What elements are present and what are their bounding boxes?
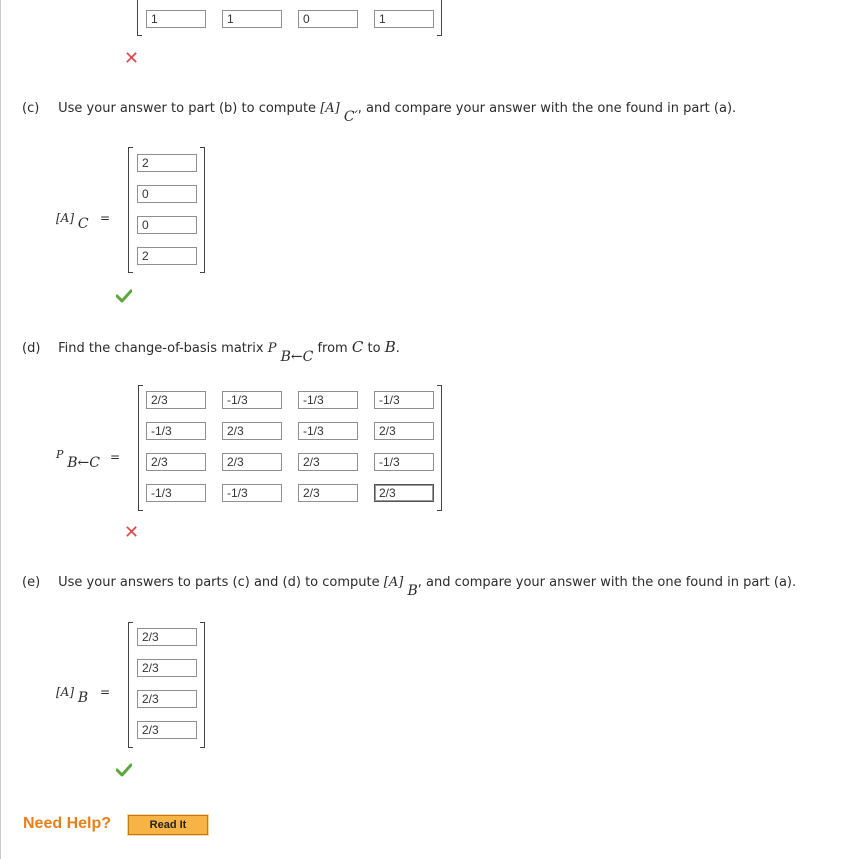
top-matrix-cell[interactable]: 1 [146, 10, 206, 28]
part-c-math-sub: C′ [343, 109, 358, 125]
part-d-cell[interactable]: 2/3 [222, 422, 282, 440]
part-d-question [22, 338, 400, 365]
correct-check-icon [116, 763, 132, 777]
part-d-cell[interactable]: -1/3 [374, 453, 434, 471]
part-d-cell[interactable]: -1/3 [298, 422, 358, 440]
part-d-cell[interactable]: 2/3 [222, 453, 282, 471]
part-e-text: Use your answers to parts (c) and (d) to compute [58, 575, 380, 590]
part-c-matrix-label [56, 210, 89, 232]
part-d-cell[interactable]: 2/3 [374, 422, 434, 440]
part-c-cell[interactable]: 0 [137, 185, 197, 203]
part-c-math-A: [A] [320, 101, 340, 116]
part-d-math-P: P [267, 341, 277, 356]
part-c-cell[interactable]: 2 [137, 247, 197, 265]
part-d-right-bracket [437, 385, 442, 511]
part-e-label: (e) [22, 575, 41, 590]
part-e-right-bracket [200, 622, 205, 748]
part-c-matrix-label-sub: C [77, 216, 89, 232]
part-c-question [22, 100, 737, 125]
top-matrix-cell[interactable]: 1 [374, 10, 434, 28]
part-d-cell[interactable]: 2/3 [146, 453, 206, 471]
part-c-label: (c) [22, 101, 40, 116]
part-c-right-bracket [200, 147, 205, 273]
need-help-label: Need Help? [23, 815, 112, 832]
part-d-text-to: to [367, 341, 381, 356]
part-d-cell[interactable]: -1/3 [374, 391, 434, 409]
part-c-cell[interactable]: 2 [137, 154, 197, 172]
part-d-cell[interactable]: -1/3 [146, 422, 206, 440]
incorrect-x-icon: ✕ [124, 48, 140, 69]
part-e-cell[interactable]: 2/3 [137, 659, 197, 677]
part-e-math-A: [A] [383, 575, 404, 590]
part-d-cell[interactable]: -1/3 [222, 484, 282, 502]
part-c-text-after: , and compare your answer with the one found in part (a). [357, 101, 737, 116]
part-d-period: . [395, 341, 400, 356]
part-d-matrix-label-P: P [56, 448, 64, 461]
part-e-left-bracket [128, 622, 133, 748]
read-it-button[interactable]: Read It [128, 815, 208, 835]
part-d-cell[interactable]: 2/3 [146, 391, 206, 409]
part-e-question [22, 574, 797, 599]
part-d-basis-to: B [384, 338, 396, 356]
part-e-equals: = [100, 685, 111, 699]
part-c-cell[interactable]: 0 [137, 216, 197, 234]
part-e-matrix-label-sub: B [77, 690, 89, 706]
part-d-equals: = [110, 450, 121, 464]
part-d-text: Find the change-of-basis matrix [58, 341, 264, 356]
top-matrix-right-bracket [437, 0, 442, 36]
top-matrix-left-bracket [137, 0, 142, 36]
part-d-text-from: from [317, 341, 348, 356]
part-d-cell[interactable]: -1/3 [298, 391, 358, 409]
part-d-math-sub: B←C [280, 349, 314, 365]
part-e-text-after: , and compare your answer with the one found in part (a). [417, 575, 797, 590]
part-d-matrix-label [56, 448, 100, 471]
part-e-cell[interactable]: 2/3 [137, 721, 197, 739]
part-e-math-sub: B [407, 583, 418, 599]
part-d-basis-from: C [351, 338, 364, 356]
top-matrix-cell[interactable]: 0 [298, 10, 358, 28]
part-c-matrix-label-A: [A] [56, 211, 75, 225]
page-left-border [0, 0, 1, 859]
part-e-matrix-label [56, 684, 89, 706]
part-c-text: Use your answer to part (b) to compute [58, 101, 317, 116]
part-d-cell[interactable]: 2/3 [374, 484, 434, 502]
correct-check-icon [116, 289, 132, 303]
part-d-cell[interactable]: -1/3 [146, 484, 206, 502]
part-d-cell[interactable]: 2/3 [298, 484, 358, 502]
top-matrix-cell[interactable]: 1 [222, 10, 282, 28]
part-c-left-bracket [128, 147, 133, 273]
part-d-cell[interactable]: 2/3 [298, 453, 358, 471]
part-d-label: (d) [22, 341, 41, 356]
incorrect-x-icon: ✕ [124, 522, 140, 543]
part-d-cell[interactable]: -1/3 [222, 391, 282, 409]
part-e-matrix-label-A: [A] [56, 685, 75, 699]
part-e-cell[interactable]: 2/3 [137, 628, 197, 646]
part-d-left-bracket [138, 385, 143, 511]
part-c-equals: = [100, 211, 111, 225]
part-e-cell[interactable]: 2/3 [137, 690, 197, 708]
part-d-matrix-label-sub: B←C [67, 455, 100, 471]
